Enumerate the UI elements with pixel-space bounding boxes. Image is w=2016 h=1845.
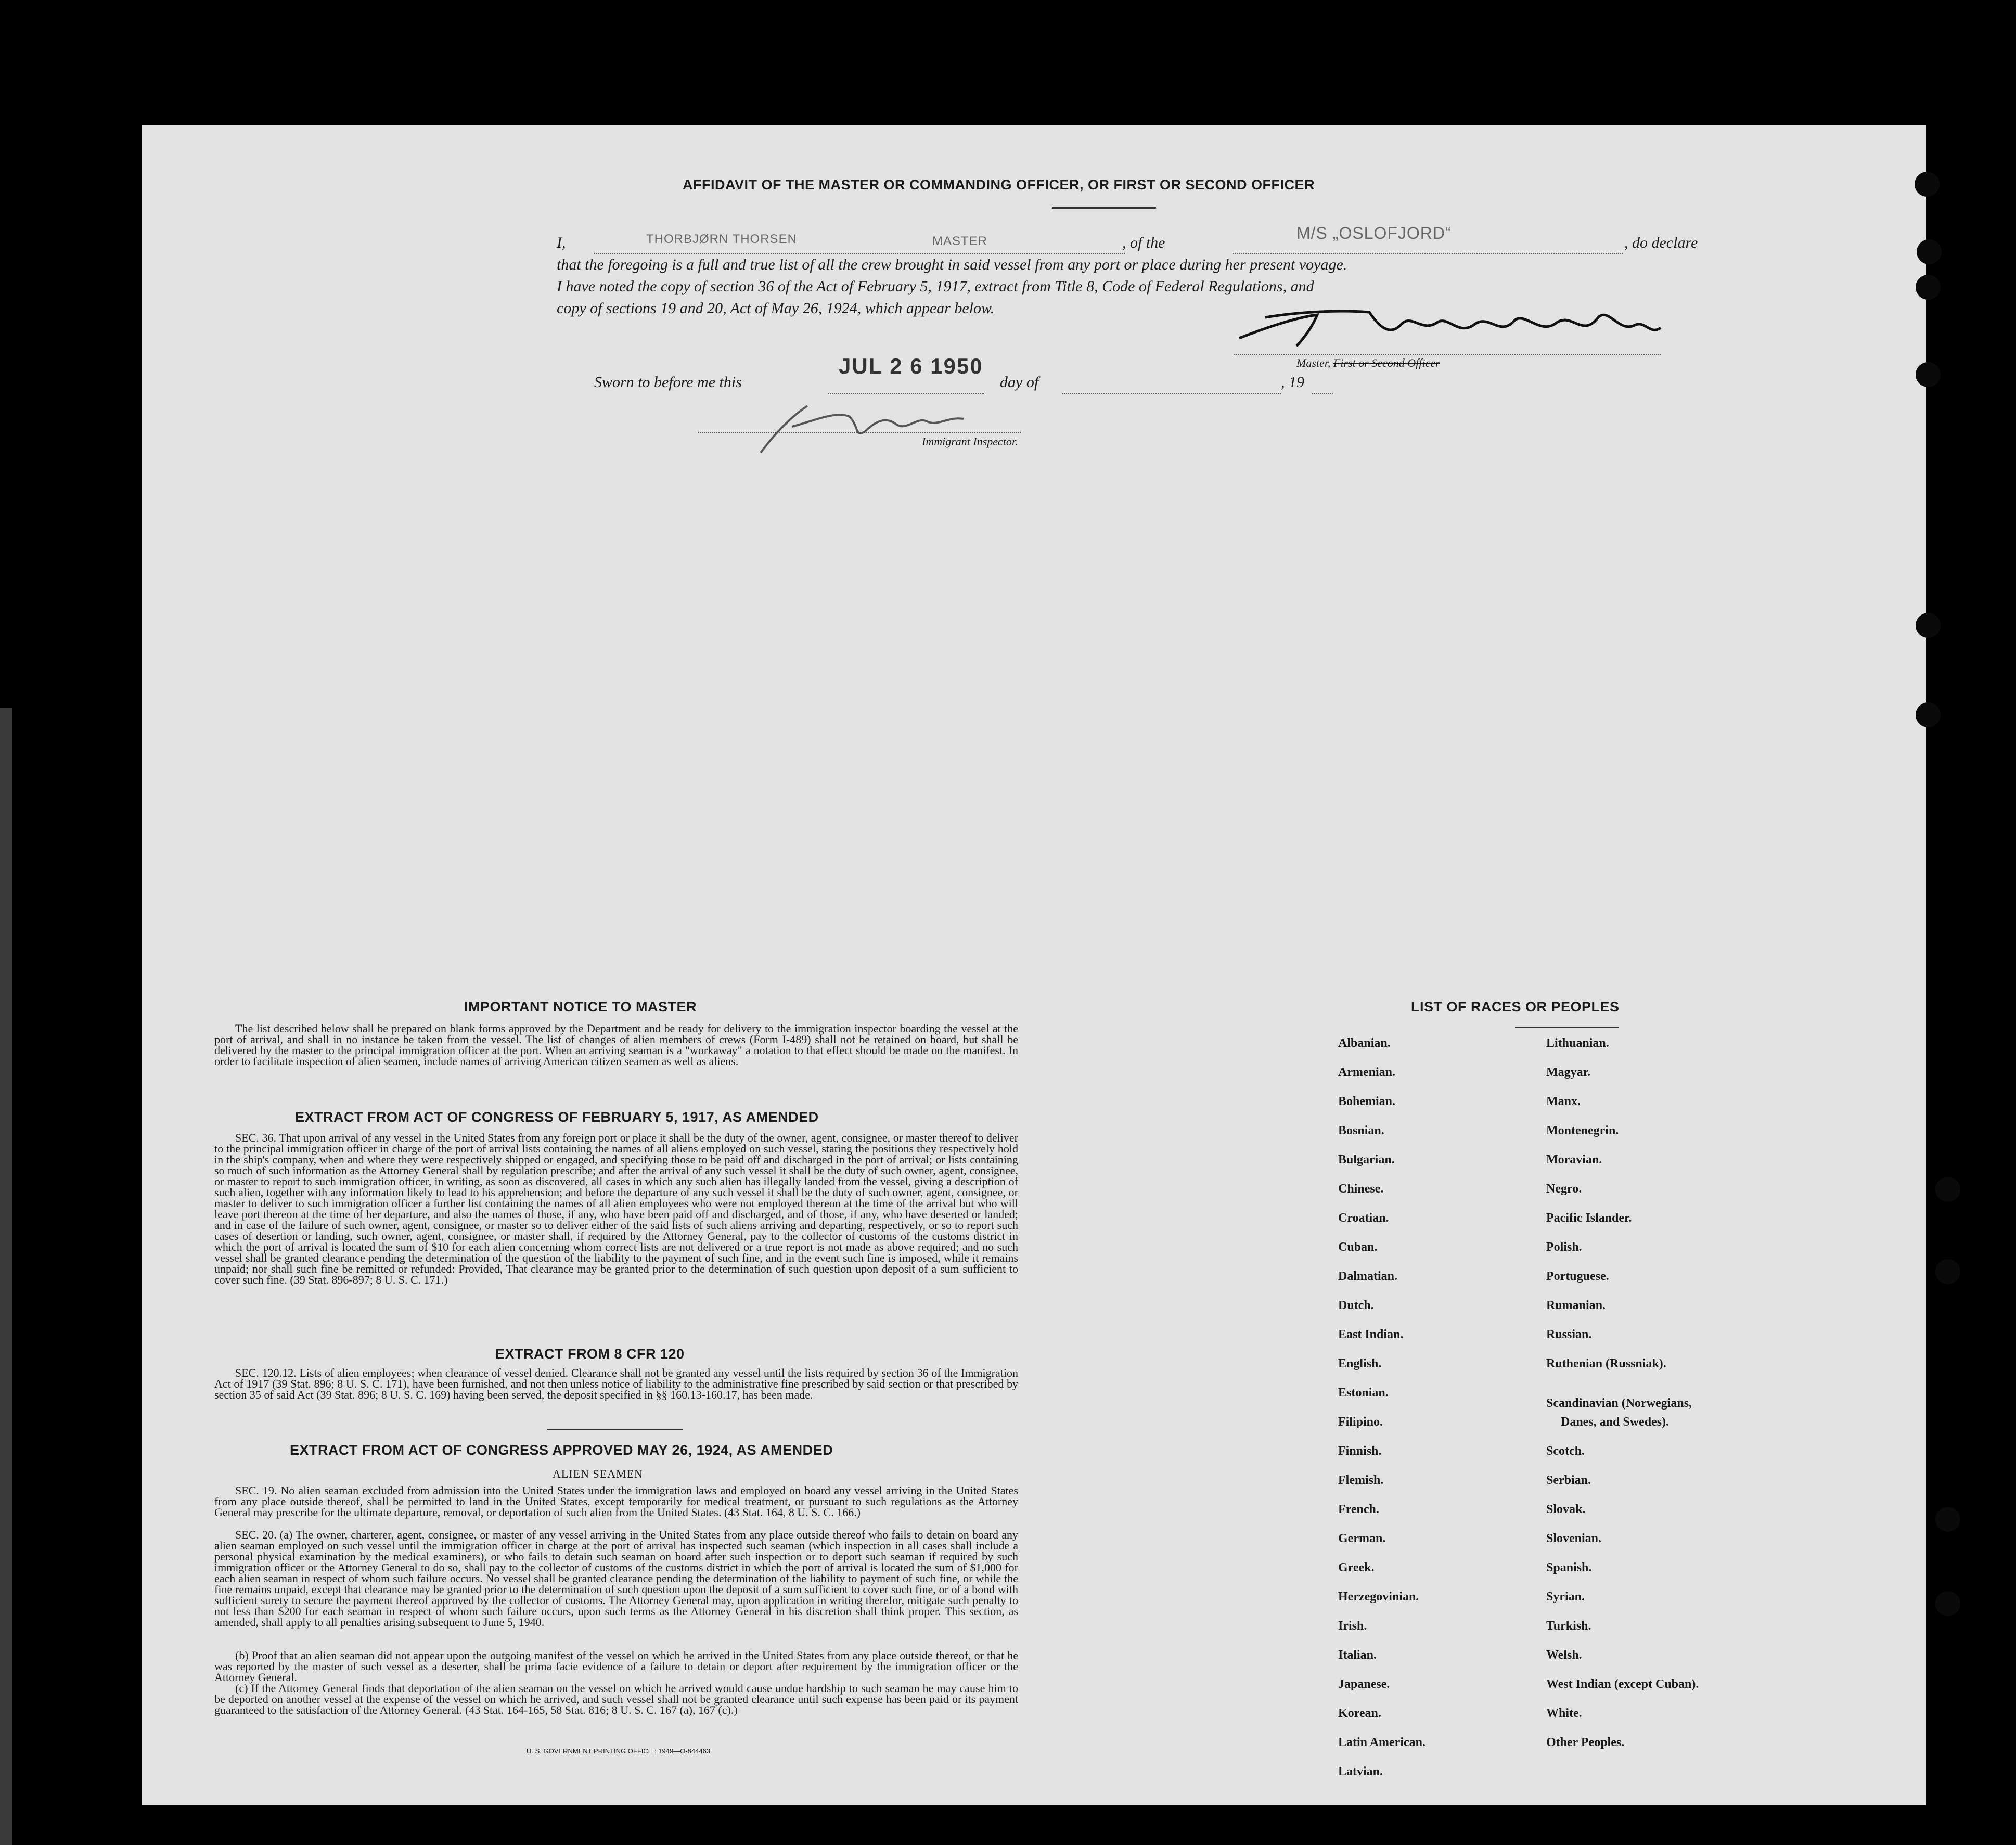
- film-edge-strip: [0, 708, 12, 1845]
- punch-hole: [1915, 172, 1940, 197]
- signer-caption: [1296, 356, 1440, 370]
- extract-1924-sec20c: (c) If the Attorney General finds that deportation of the alien seaman on the vessel on which he arrived would cause undue hardship to such seaman he may cause him to be deported on another vessel at the expense of the vessel on which he arrived, and such vessel shall not be granted clearance until such expense has been paid or its payment guaranteed to the satisfaction of the Attorney General. (43 Stat. 164-165, 58 Stat. 816; 8 U. S. C. 167 (a), 167 (c).): [214, 1682, 1018, 1716]
- punch-hole: [1935, 1259, 1960, 1284]
- race-item: Slovak.: [1546, 1503, 1586, 1516]
- race-item: Pacific Islander.: [1546, 1211, 1632, 1225]
- punch-hole: [1935, 1591, 1960, 1616]
- sworn-label: Sworn to before me this: [594, 374, 742, 391]
- name-fill-line: [594, 253, 1125, 254]
- race-item: Polish.: [1546, 1240, 1582, 1254]
- punch-hole: [1935, 1507, 1960, 1532]
- caption-struck-officer: First or Second Officer: [1333, 356, 1440, 369]
- form-page: [142, 125, 1926, 1805]
- race-item: Lithuanian.: [1546, 1036, 1609, 1050]
- of-the-label: , of the: [1122, 234, 1165, 251]
- race-item: Manx.: [1546, 1095, 1581, 1108]
- race-item: Irish.: [1338, 1619, 1367, 1633]
- race-item: West Indian (except Cuban).: [1546, 1677, 1699, 1691]
- year-prefix: , 19: [1281, 374, 1304, 391]
- race-item: Moravian.: [1546, 1153, 1602, 1167]
- race-item: Finnish.: [1338, 1444, 1382, 1458]
- inspector-signature: [729, 395, 979, 458]
- race-item: Chinese.: [1338, 1182, 1384, 1196]
- affidavit-line-4: copy of sections 19 and 20, Act of May 26, 1924, which appear below.: [557, 300, 995, 317]
- affidavit-line-2: that the foregoing is a full and true list of all the crew brought in said vessel from any port or place during her present voyage.: [557, 256, 1347, 273]
- race-item: Croatian.: [1338, 1211, 1389, 1225]
- punch-hole: [1935, 1177, 1960, 1202]
- vessel-fill-line: [1233, 253, 1623, 254]
- affidavit-line-3: I have noted the copy of section 36 of the Act of February 5, 1917, extract from Title 8, Code of Federal Regulations, and: [557, 278, 1314, 295]
- race-item: Albanian.: [1338, 1036, 1391, 1050]
- extract-1924-title: EXTRACT FROM ACT OF CONGRESS APPROVED MAY 26, 1924, AS AMENDED: [290, 1442, 833, 1458]
- race-item: Turkish.: [1546, 1619, 1591, 1633]
- extract-8cfr-title: EXTRACT FROM 8 CFR 120: [495, 1346, 685, 1362]
- races-column-1: [1338, 1036, 1536, 1794]
- race-item: German.: [1338, 1532, 1386, 1545]
- race-item: Ruthenian (Russniak).: [1546, 1357, 1666, 1370]
- day-of-label: day of: [1000, 374, 1039, 391]
- affidavit-title: AFFIDAVIT OF THE MASTER OR COMMANDING OFFICER, OR FIRST OR SECOND OFFICER: [683, 177, 1315, 193]
- day-of-line: [1062, 393, 1281, 394]
- printer-imprint: U. S. GOVERNMENT PRINTING OFFICE : 1949—O-844463: [527, 1747, 711, 1755]
- sworn-date-stamp: JUL 2 6 1950: [839, 354, 983, 378]
- race-item: Rumanian.: [1546, 1299, 1606, 1312]
- punch-hole: [1916, 702, 1941, 727]
- race-item: Armenian.: [1338, 1066, 1395, 1079]
- race-item: Latin American.: [1338, 1736, 1426, 1749]
- race-item: Japanese.: [1338, 1677, 1390, 1691]
- extract-1917-title: EXTRACT FROM ACT OF CONGRESS OF FEBRUARY 5, 1917, AS AMENDED: [295, 1109, 819, 1125]
- master-signature-line: [1234, 354, 1661, 355]
- race-item: Portuguese.: [1546, 1270, 1609, 1283]
- rank-value: MASTER: [932, 234, 988, 248]
- race-item: English.: [1338, 1357, 1382, 1370]
- section-divider: [547, 1429, 683, 1430]
- race-item: Serbian.: [1546, 1474, 1591, 1487]
- race-item: Bosnian.: [1338, 1124, 1384, 1137]
- race-item: Russian.: [1546, 1328, 1592, 1341]
- race-item: Spanish.: [1546, 1561, 1592, 1574]
- race-item: East Indian.: [1338, 1328, 1404, 1341]
- extract-8cfr-body: SEC. 120.12. Lists of alien employees; when clearance of vessel denied. Clearance shall not be granted any vessel until the lists required by section 36 of the Immigration Act of 1917 (39 Stat. 896; 8 U. S. C. 171), have been furnished, and not then unless notice of liability to the administrative fine prescribed by said section or that prescribed by section 35 of said Act (39 Stat. 896; 8 U. S. C. 169) having been served, the deposit specified in §§ 160.13-160.17, has been made.: [214, 1366, 1018, 1401]
- race-item: White.: [1546, 1707, 1582, 1720]
- extract-1917-body: SEC. 36. That upon arrival of any vessel in the United States from any foreign port or place it shall be the duty of the owner, agent, consignee, or master thereof to deliver to the principal immigration officer in charge of the port of arrival lists containing the names of all aliens employed on such vessel, stating the positions they respectively hold in the ship's company, when and where they were respectively shipped or engaged, and specifying those to be paid off and discharged in the port of arrival; or lists containing so much of such information as the Attorney General shall by regulation prescribe; and after the arrival of any such vessel it shall be the duty of such owner, agent, consignee, or master to report to such immigration officer, in writing, as soon as discovered, all cases in which any such alien has illegally landed from the vessel, giving a description of such alien, together with any information likely to lead to his apprehension; and before the departure of any such vessel it shall be the duty of such owner, agent, consignee, or master to deliver to such immigration officer a further list containing the names of all alien employees who were not employed thereon at the time of the arrival but who will leave port thereon at the time of her departure, and also the names of those, if any, who have been paid off and discharged, and of those, if any, who have deserted or landed; and in case of the failure of such owner, agent, consignee, or master so to deliver either of the said lists of such aliens arriving and departing, respectively, or so to report such cases of desertion or landing, such owner, agent, consignee, or master shall, if required by the Attorney General, pay to the collector of customs of the customs district in which the port of arrival is located the sum of $10 for each alien concerning whom correct lists are not delivered or a true report is not made as above required; and no such vessel shall be granted clearance pending the determination of the question of the liability to the payment of such fine, and in the event such fine is imposed, while it remains unpaid; nor shall such fine be remitted or refunded: Provided, That clearance may be granted prior to the determination of such question upon deposit of a sum sufficient to cover such fine. (39 Stat. 896-897; 8 U. S. C. 171.): [214, 1131, 1018, 1286]
- race-item: Latvian.: [1338, 1765, 1383, 1778]
- punch-hole: [1916, 362, 1941, 387]
- inspector-signature-line: [698, 432, 1021, 433]
- caption-master: Master,: [1296, 356, 1331, 369]
- punch-hole: [1916, 275, 1941, 300]
- notice-title: IMPORTANT NOTICE TO MASTER: [464, 999, 697, 1015]
- i-label: I,: [557, 234, 566, 251]
- races-title-underline: [1515, 1027, 1619, 1028]
- race-item: Cuban.: [1338, 1240, 1378, 1254]
- race-item: Other Peoples.: [1546, 1736, 1625, 1749]
- do-declare-label: , do declare: [1624, 234, 1698, 251]
- race-item: Herzegovinian.: [1338, 1590, 1419, 1604]
- races-title: LIST OF RACES OR PEOPLES: [1411, 999, 1620, 1015]
- punch-hole: [1917, 239, 1942, 264]
- master-name-value: THORBJØRN THORSEN: [646, 232, 797, 246]
- race-item: Magyar.: [1546, 1066, 1591, 1079]
- extract-1924-sec19: SEC. 19. No alien seaman excluded from admission into the United States under the immigration laws and employed on board any vessel arriving in the United States from any place outside thereof, shall be permitted to land in the United States, except temporarily for medical treatment, or pursuant to such regulations as the Attorney General may prescribe for the ultimate departure, removal, or deportation of such alien from the United States. (43 Stat. 164, 8 U. S. C. 166.): [214, 1484, 1018, 1519]
- race-item: French.: [1338, 1503, 1379, 1516]
- race-item: Welsh.: [1546, 1648, 1582, 1662]
- race-item: Danes, and Swedes).: [1561, 1415, 1670, 1429]
- race-item: Greek.: [1338, 1561, 1375, 1574]
- race-item: Korean.: [1338, 1707, 1381, 1720]
- race-item: Syrian.: [1546, 1590, 1585, 1604]
- title-underline: [1052, 207, 1156, 209]
- inspector-caption: Immigrant Inspector.: [922, 435, 1018, 448]
- race-item: Italian.: [1338, 1648, 1377, 1662]
- race-item: Bohemian.: [1338, 1095, 1396, 1108]
- race-item: Dutch.: [1338, 1299, 1374, 1312]
- notice-body: The list described below shall be prepared on blank forms approved by the Department and be ready for delivery to the immigration inspector boarding the vessel at the port of arrival, and shall in no instance be taken from the vessel. The list of changes of alien members of crews (Form I-489) shall not be retained on board, but shall be delivered by the master to the principal immigration officer at the port. When an arriving seaman is a "workaway" a notation to that effect should be made on the manifest. In order to facilitate inspection of alien seamen, include names of arriving American citizen seamen as well as aliens.: [214, 1022, 1018, 1068]
- punch-hole: [1916, 613, 1941, 638]
- master-signature: [1234, 297, 1728, 354]
- races-column-2: [1546, 1036, 1838, 1765]
- vessel-value: M/S „OSLOFJORD“: [1296, 224, 1452, 242]
- race-item: Filipino.: [1338, 1415, 1383, 1429]
- extract-1924-sec20b: (b) Proof that an alien seaman did not appear upon the outgoing manifest of the vessel on which he arrived in the United States from any place outside thereof, or that he was reported by the master of such vessel as a deserter, shall be prima facie evidence of a failure to detain or deport after requirement by the immigration officer or the Attorney General.: [214, 1649, 1018, 1684]
- sworn-date-line: [828, 393, 984, 394]
- alien-seamen-subtitle: ALIEN SEAMEN: [553, 1467, 643, 1480]
- race-item: Estonian.: [1338, 1386, 1389, 1400]
- race-item: Bulgarian.: [1338, 1153, 1395, 1167]
- race-item: Scotch.: [1546, 1444, 1585, 1458]
- race-item: Montenegrin.: [1546, 1124, 1619, 1137]
- race-item: Negro.: [1546, 1182, 1582, 1196]
- extract-1924-sec20a: SEC. 20. (a) The owner, charterer, agent, consignee, or master of any vessel arriving in the United States from any place outside thereof who fails to detain on board any alien seaman employed on such vessel until the immigration officer in charge at the port of arrival has inspected such seaman (which inspection in all cases shall include a personal physical examination by the medical examiners), or who fails to detain such seaman on board after such inspection or to deport such seaman if required by such immigration officer or the Attorney General to do so, shall pay to the collector of customs of the customs district in which the port of arrival is located the sum of $1,000 for each alien seaman in respect of whom such failure occurs. No vessel shall be granted clearance pending the determination of the liability to payment of such fine, or while the fine remains unpaid, except that clearance may be granted prior to the determination of such question upon the deposit of a sum sufficient to cover such fine, or of a bond with sufficient surety to secure the payment thereof approved by the collector of customs. The Attorney General may, upon application in writing therefor, mitigate such penalty to not less than $200 for each seaman in respect of whom such failure occurs, upon such terms as the Attorney General in his discretion shall think proper. This section, as amended, shall apply to all penalties arising subsequent to June 5, 1940.: [214, 1528, 1018, 1629]
- race-item: Dalmatian.: [1338, 1270, 1397, 1283]
- race-item: Slovenian.: [1546, 1532, 1602, 1545]
- race-item: Scandinavian (Norwegians,: [1546, 1396, 1692, 1410]
- year-line: [1312, 393, 1333, 394]
- race-item: Flemish.: [1338, 1474, 1384, 1487]
